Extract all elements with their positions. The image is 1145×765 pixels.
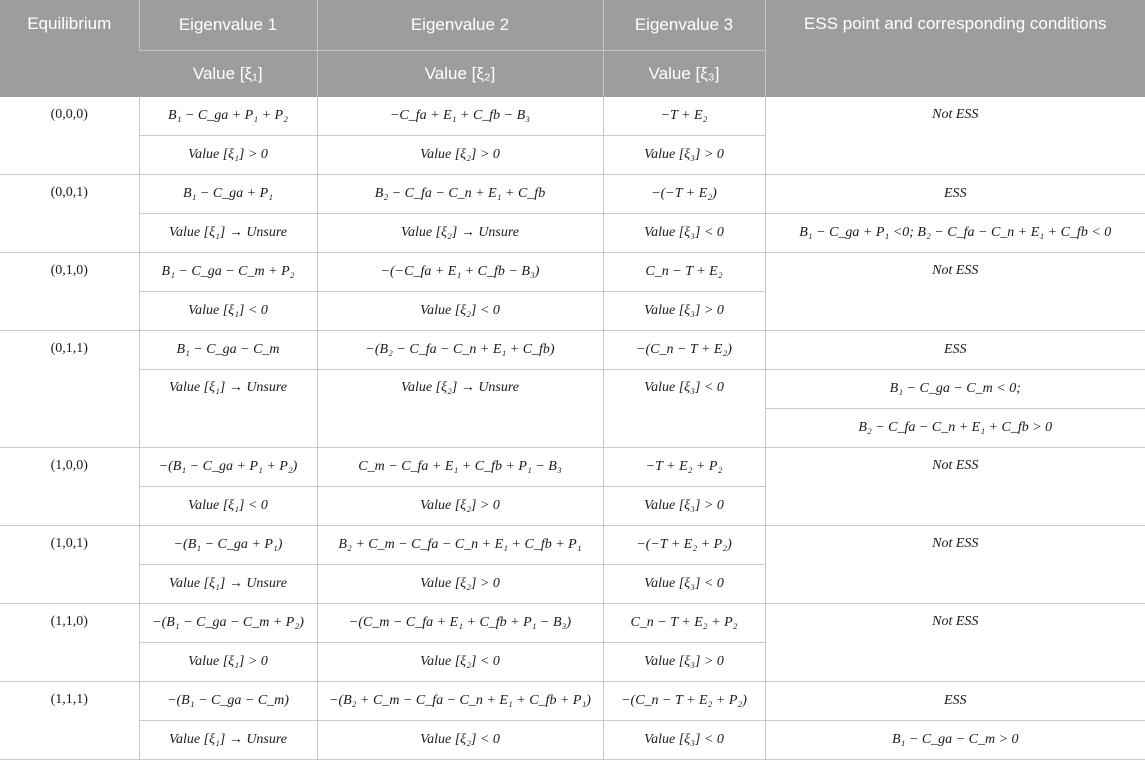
eigenvalue-3-cell: −(C_n − T + E₂ + P₂) — [603, 682, 765, 721]
value-3-cell: Value [ξ₃] > 0 — [603, 487, 765, 526]
eigenvalue-1-cell: −(B₁ − C_ga + P₁) — [139, 526, 317, 565]
ess-status: ESS — [765, 175, 1145, 214]
equilibrium-cell: (1,0,0) — [0, 448, 139, 526]
eigenvalue-1-cell: −(B₁ − C_ga − C_m + P₂) — [139, 604, 317, 643]
eigenvalue-3-cell: C_n − T + E₂ + P₂ — [603, 604, 765, 643]
eigenvalue-1-cell: −(B₁ − C_ga + P₁ + P₂) — [139, 448, 317, 487]
ess-status: Not ESS — [932, 536, 979, 551]
value-1-cell: Value [ξ₁] → Unsure — [139, 214, 317, 253]
eigenvalue-1-cell: B₁ − C_ga + P₁ — [139, 175, 317, 214]
value-3-cell: Value [ξ₃] > 0 — [603, 136, 765, 175]
equilibrium-cell: (0,0,0) — [0, 97, 139, 175]
ess-condition: B₁ − C_ga − C_m < 0; — [765, 370, 1145, 409]
equilibrium-cell: (1,1,1) — [0, 682, 139, 760]
value-2-cell: Value [ξ₂] → Unsure — [317, 214, 603, 253]
table-row — [0, 682, 1145, 721]
value-1-cell: Value [ξ₁] > 0 — [139, 643, 317, 682]
table-row — [0, 253, 1145, 292]
header-value-2: Value [ξ₂] — [317, 51, 603, 97]
table-row — [0, 526, 1145, 565]
eigenvalue-3-cell: −(−T + E₂ + P₂) — [603, 526, 765, 565]
value-3-cell: Value [ξ₃] > 0 — [603, 292, 765, 331]
header-value-3: Value [ξ₃] — [603, 51, 765, 97]
table-row — [0, 97, 1145, 136]
value-2-cell: Value [ξ₂] → Unsure — [317, 370, 603, 448]
value-2-cell: Value [ξ₂] < 0 — [317, 721, 603, 760]
equilibrium-cell: (1,1,0) — [0, 604, 139, 682]
ess-status: ESS — [765, 682, 1145, 721]
value-1-cell: Value [ξ₁] → Unsure — [139, 565, 317, 604]
table-row — [0, 370, 1145, 409]
eigenvalue-3-cell: C_n − T + E₂ — [603, 253, 765, 292]
eigenvalue-2-cell: −C_fa + E₁ + C_fb − B₃ — [317, 97, 603, 136]
eigenvalue-3-cell: −T + E₂ — [603, 97, 765, 136]
table-row — [0, 721, 1145, 760]
header-row — [0, 0, 1145, 51]
table-row — [0, 331, 1145, 370]
eigenvalue-3-cell: −T + E₂ + P₂ — [603, 448, 765, 487]
equilibrium-cell: (0,1,1) — [0, 331, 139, 448]
ess-status: Not ESS — [932, 263, 979, 278]
eigenvalue-2-cell: −(−C_fa + E₁ + C_fb − B₃) — [317, 253, 603, 292]
ess-condition: B₁ − C_ga + P₁ <0; B₂ − C_fa − C_n + E₁ + C_fb < 0 — [765, 214, 1145, 253]
equilibrium-cell: (0,1,0) — [0, 253, 139, 331]
value-1-cell: Value [ξ₁] < 0 — [139, 292, 317, 331]
table-row — [0, 604, 1145, 643]
eigenvalue-2-cell: −(C_m − C_fa + E₁ + C_fb + P₁ − B₃) — [317, 604, 603, 643]
value-2-cell: Value [ξ₂] > 0 — [317, 487, 603, 526]
header-ess: ESS point and corresponding conditions — [765, 0, 1145, 97]
value-3-cell: Value [ξ₃] < 0 — [603, 721, 765, 760]
value-2-cell: Value [ξ₂] > 0 — [317, 136, 603, 175]
eigenvalue-1-cell: B₁ − C_ga − C_m + P₂ — [139, 253, 317, 292]
eigenvalue-2-cell: C_m − C_fa + E₁ + C_fb + P₁ − B₃ — [317, 448, 603, 487]
header-eigenvalue-1: Eigenvalue 1 — [139, 0, 317, 51]
value-1-cell: Value [ξ₁] < 0 — [139, 487, 317, 526]
eigenvalue-3-cell: −(−T + E₂) — [603, 175, 765, 214]
eigenvalue-2-cell: −(B₂ + C_m − C_fa − C_n + E₁ + C_fb + P₁) — [317, 682, 603, 721]
ess-status: Not ESS — [932, 458, 979, 473]
value-3-cell: Value [ξ₃] < 0 — [603, 370, 765, 448]
table-row — [0, 448, 1145, 487]
equilibrium-cell: (0,0,1) — [0, 175, 139, 253]
eigenvalue-1-cell: −(B₁ − C_ga − C_m) — [139, 682, 317, 721]
value-1-cell: Value [ξ₁] → Unsure — [139, 721, 317, 760]
header-eigenvalue-2: Eigenvalue 2 — [317, 0, 603, 51]
ess-condition-2: B₂ − C_fa − C_n + E₁ + C_fb > 0 — [765, 409, 1145, 448]
ess-status: ESS — [765, 331, 1145, 370]
value-3-cell: Value [ξ₃] > 0 — [603, 643, 765, 682]
header-eigenvalue-3: Eigenvalue 3 — [603, 0, 765, 51]
eigenvalue-1-cell: B₁ − C_ga − C_m — [139, 331, 317, 370]
ess-status: Not ESS — [932, 107, 979, 122]
header-value-1: Value [ξ₁] — [139, 51, 317, 97]
eigenvalue-3-cell: −(C_n − T + E₂) — [603, 331, 765, 370]
value-1-cell: Value [ξ₁] > 0 — [139, 136, 317, 175]
ess-status: Not ESS — [932, 614, 979, 629]
value-2-cell: Value [ξ₂] < 0 — [317, 643, 603, 682]
ess-condition: B₁ − C_ga − C_m > 0 — [765, 721, 1145, 760]
header-equilibrium: Equilibrium — [0, 0, 139, 97]
table-row — [0, 214, 1145, 253]
value-1-cell: Value [ξ₁] → Unsure — [139, 370, 317, 448]
eigenvalue-1-cell: B₁ − C_ga + P₁ + P₂ — [139, 97, 317, 136]
table-row — [0, 175, 1145, 214]
value-2-cell: Value [ξ₂] > 0 — [317, 565, 603, 604]
eigenvalue-2-cell: B₂ + C_m − C_fa − C_n + E₁ + C_fb + P₁ — [317, 526, 603, 565]
eigenvalue-2-cell: −(B₂ − C_fa − C_n + E₁ + C_fb) — [317, 331, 603, 370]
equilibrium-cell: (1,0,1) — [0, 526, 139, 604]
value-3-cell: Value [ξ₃] < 0 — [603, 214, 765, 253]
eigenvalue-2-cell: B₂ − C_fa − C_n + E₁ + C_fb — [317, 175, 603, 214]
value-3-cell: Value [ξ₃] < 0 — [603, 565, 765, 604]
value-2-cell: Value [ξ₂] < 0 — [317, 292, 603, 331]
